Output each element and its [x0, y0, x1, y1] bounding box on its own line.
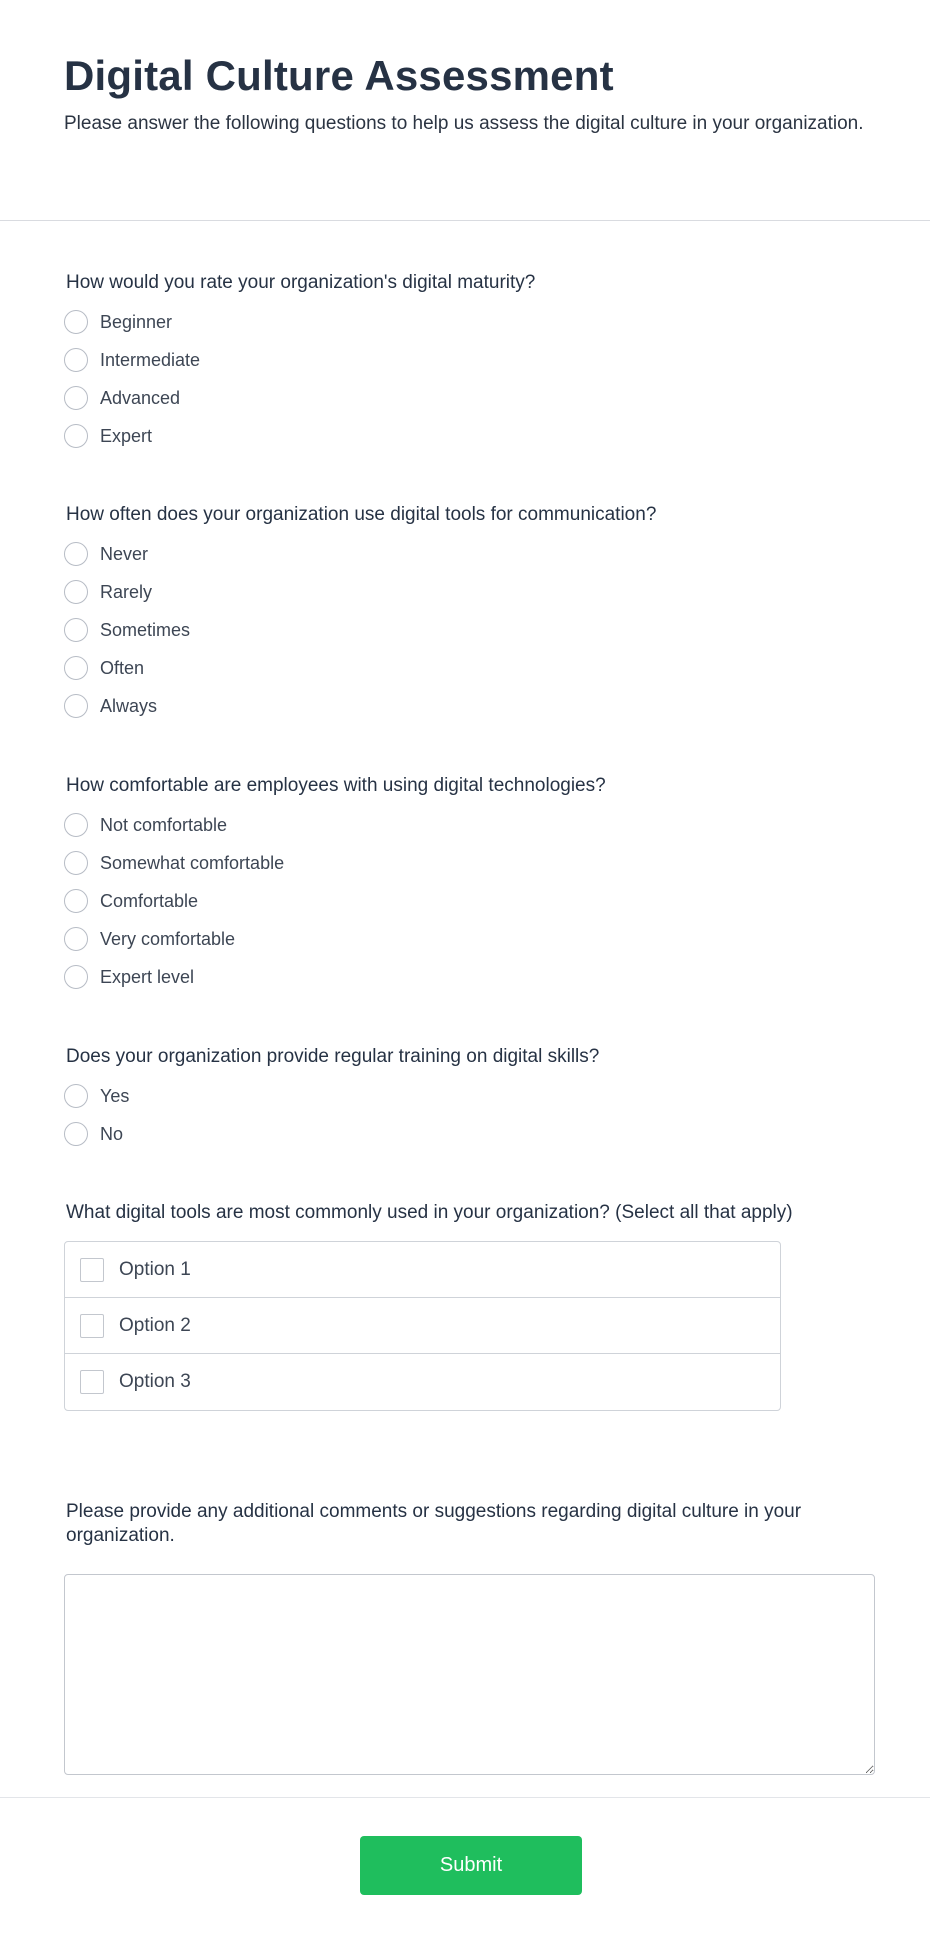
question-label: What digital tools are most commonly used in your organization? (Select all that apply) [66, 1202, 793, 1223]
radio-label: Not comfortable [100, 814, 228, 835]
form-header [0, 0, 930, 221]
radio-option-intermediate[interactable] [64, 341, 864, 379]
radio-button[interactable] [64, 889, 88, 913]
radio-label: Often [100, 657, 145, 678]
radio-button[interactable] [64, 1084, 88, 1108]
radio-option-expert[interactable] [64, 417, 864, 455]
question-label: How would you rate your organization's digital maturity? [66, 272, 536, 293]
radio-label: Expert level [100, 966, 195, 987]
checkbox-option-3[interactable] [65, 1354, 780, 1410]
radio-option-yes[interactable] [64, 1077, 864, 1115]
radio-label: Beginner [100, 311, 173, 332]
checkbox-option-2[interactable] [65, 1298, 780, 1354]
radio-option-sometimes[interactable] [64, 611, 864, 649]
radio-button[interactable] [64, 927, 88, 951]
radio-button[interactable] [64, 851, 88, 875]
radio-button[interactable] [64, 542, 88, 566]
question-digital-training [64, 1045, 864, 1153]
radio-option-rarely[interactable] [64, 573, 864, 611]
radio-label: Always [100, 695, 158, 716]
radio-label: Sometimes [100, 619, 191, 640]
radio-option-never[interactable] [64, 535, 864, 573]
comments-textarea[interactable] [64, 1574, 875, 1775]
question-label: How comfortable are employees with using digital technologies? [66, 775, 606, 796]
checkbox-group [64, 1241, 781, 1411]
submit-button[interactable]: Submit [360, 1836, 582, 1895]
radio-button[interactable] [64, 310, 88, 334]
radio-label: Never [100, 543, 149, 564]
radio-label: Yes [100, 1085, 130, 1106]
checkbox[interactable] [80, 1370, 104, 1394]
radio-option-not-comfortable[interactable] [64, 806, 864, 844]
radio-label: Somewhat comfortable [100, 852, 285, 873]
radio-option-beginner[interactable] [64, 303, 864, 341]
radio-button[interactable] [64, 618, 88, 642]
radio-label: Intermediate [100, 349, 201, 370]
question-label: Please provide any additional comments or suggestions regarding digital culture in your organization. [66, 1501, 802, 1546]
radio-button[interactable] [64, 580, 88, 604]
radio-button[interactable] [64, 965, 88, 989]
question-label: How often does your organization use digital tools for communication? [66, 504, 657, 525]
radio-option-advanced[interactable] [64, 379, 864, 417]
radio-option-no[interactable] [64, 1115, 864, 1153]
radio-button[interactable] [64, 813, 88, 837]
radio-option-very-comfortable[interactable] [64, 920, 864, 958]
question-communication-tools [64, 503, 864, 725]
radio-button[interactable] [64, 656, 88, 680]
radio-option-always[interactable] [64, 687, 864, 725]
checkbox[interactable] [80, 1258, 104, 1282]
form-footer [0, 1797, 930, 1944]
question-employee-comfort [64, 774, 864, 996]
question-digital-maturity [64, 271, 864, 455]
question-additional-comments [64, 1500, 884, 1780]
checkbox-option-1[interactable] [65, 1242, 780, 1298]
checkbox-label: Option 1 [119, 1258, 191, 1280]
checkbox-label: Option 2 [119, 1314, 191, 1336]
question-label: Does your organization provide regular training on digital skills? [66, 1046, 600, 1067]
radio-label: Comfortable [100, 890, 199, 911]
radio-label: Rarely [100, 581, 153, 602]
radio-option-expert-level[interactable] [64, 958, 864, 996]
radio-option-often[interactable] [64, 649, 864, 687]
radio-button[interactable] [64, 348, 88, 372]
radio-button[interactable] [64, 694, 88, 718]
radio-button[interactable] [64, 386, 88, 410]
radio-label: Expert [100, 425, 153, 446]
checkbox[interactable] [80, 1314, 104, 1338]
page-title: Digital Culture Assessment [64, 52, 614, 99]
radio-label: No [100, 1123, 124, 1144]
radio-option-somewhat-comfortable[interactable] [64, 844, 864, 882]
question-digital-tools-used [64, 1201, 864, 1411]
radio-button[interactable] [64, 1122, 88, 1146]
radio-button[interactable] [64, 424, 88, 448]
checkbox-label: Option 3 [119, 1371, 191, 1392]
radio-option-comfortable[interactable] [64, 882, 864, 920]
radio-label: Very comfortable [100, 928, 236, 949]
page-subtitle: Please answer the following questions to help us assess the digital culture in your organization. [64, 113, 864, 134]
radio-label: Advanced [100, 387, 181, 408]
